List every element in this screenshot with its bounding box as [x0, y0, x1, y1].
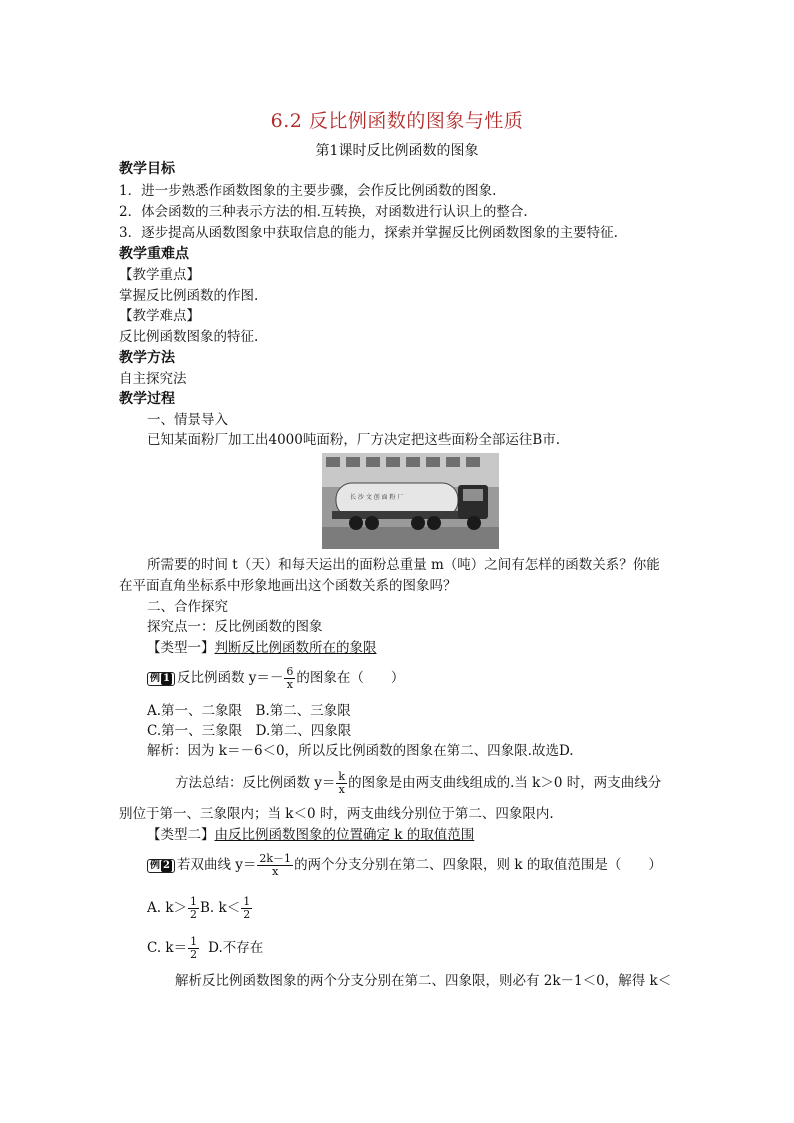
- question-line-2: 在平面直角坐标系中形象地画出这个函数关系的图象吗？: [119, 578, 457, 594]
- type-1-line: [147, 639, 377, 658]
- question-line-1: 所需要的时间 t（天）和每天运出的面粉总重量 m（吨）之间有怎样的函数关系？你能: [147, 557, 660, 573]
- example-2-tail: 的两个分支分别在第二、四象限，则 k 的取值范围是（ ）: [294, 857, 662, 873]
- part-2-heading: 二、合作探究: [147, 599, 228, 615]
- example-2-options-cd: C. k＝ $\frac{1}{2}$ D.不存在: [147, 935, 264, 961]
- summary-fraction: $\frac{k}{x}$: [338, 770, 346, 796]
- example-1-stem: 反比例函数 y＝－: [176, 670, 284, 686]
- truck-photo: [322, 453, 499, 549]
- difficulty-label: 【教学难点】: [119, 308, 200, 324]
- example-1: [147, 666, 404, 691]
- intro-text: 已知某面粉厂加工出4000吨面粉，厂方决定把这些面粉全部运往B市.: [147, 432, 561, 448]
- example-1-badge: 例 1: [147, 672, 175, 686]
- method: 自主探究法: [119, 371, 187, 387]
- goal-3: 3．逐步提高从函数图象中获取信息的能力，探索并掌握反比例函数图象的主要特征.: [119, 225, 618, 241]
- example-2-options-ab: A. k＞ $\frac{1}{2}$ B. k＜ $\frac{1}{2}$: [147, 895, 251, 921]
- goals-heading: 教学目标: [119, 161, 175, 177]
- example-2-fraction: $\frac{2k-1}{x}$: [259, 852, 292, 878]
- example-1-options-cd: C.第一、三象限 D.第二、四象限: [147, 723, 352, 739]
- type-2-label: 【类型二】: [147, 827, 215, 843]
- type-1-title: 判断反比例函数所在的象限: [214, 640, 377, 656]
- example-2-badge: 例 2: [147, 859, 175, 873]
- example-1-analysis: 解析：因为 k＝－6＜0，所以反比例函数的图象在第二、四象限.故选D.: [147, 743, 574, 759]
- goal-2: 2．体会函数的三种表示方法的相.互转换，对函数进行认识上的整合.: [119, 204, 528, 220]
- goal-1: 1．进一步熟悉作函数图象的主要步骤，会作反比例函数的图象.: [119, 183, 497, 199]
- method-heading: 教学方法: [119, 350, 175, 366]
- key-point: 掌握反比例函数的作图.: [119, 288, 259, 304]
- type-1-label: 【类型一】: [147, 640, 215, 656]
- truck-text: 长 沙 文 创 面 粉 厂: [350, 494, 404, 501]
- example-2-analysis: 解析反比例函数图象的两个分支分别在第二、四象限，则必有 2k－1＜0，解得 k＜: [175, 973, 672, 989]
- explore-point-1: 探究点一：反比例函数的图象: [147, 619, 323, 635]
- type-2-line: [147, 826, 474, 845]
- document-title: 6.2 反比例函数的图象与性质: [270, 110, 524, 132]
- key-point-label: 【教学重点】: [119, 267, 200, 283]
- method-summary: 方法总结：反比例函数 y＝ $\frac{k}{x}$ 的图象是由两支曲线组成的.当 k＞0 时，两支曲线分: [175, 770, 662, 796]
- method-summary-2: 别位于第一、三象限内；当 k＜0 时，两支曲线分别位于第二、四象限内.: [119, 806, 554, 822]
- example-1-fraction: $\frac{6}{x}$: [286, 665, 294, 691]
- process-heading: 教学过程: [119, 391, 175, 407]
- example-2-stem: 若双曲线 y＝: [176, 857, 257, 873]
- example-2: [147, 853, 662, 878]
- example-1-options-ab: A.第一、二象限 B.第二、三象限: [147, 703, 351, 719]
- key-difficulty-heading: 教学重难点: [119, 246, 189, 262]
- difficulty: 反比例函数图象的特征.: [119, 329, 259, 345]
- example-1-tail: 的图象在（ ）: [296, 670, 405, 686]
- lesson-subtitle: 第1课时反比例函数的图象: [315, 143, 479, 159]
- part-1-heading: 一、情景导入: [147, 412, 228, 428]
- type-2-title: 由反比例函数图象的位置确定 k 的取值范围: [214, 827, 475, 843]
